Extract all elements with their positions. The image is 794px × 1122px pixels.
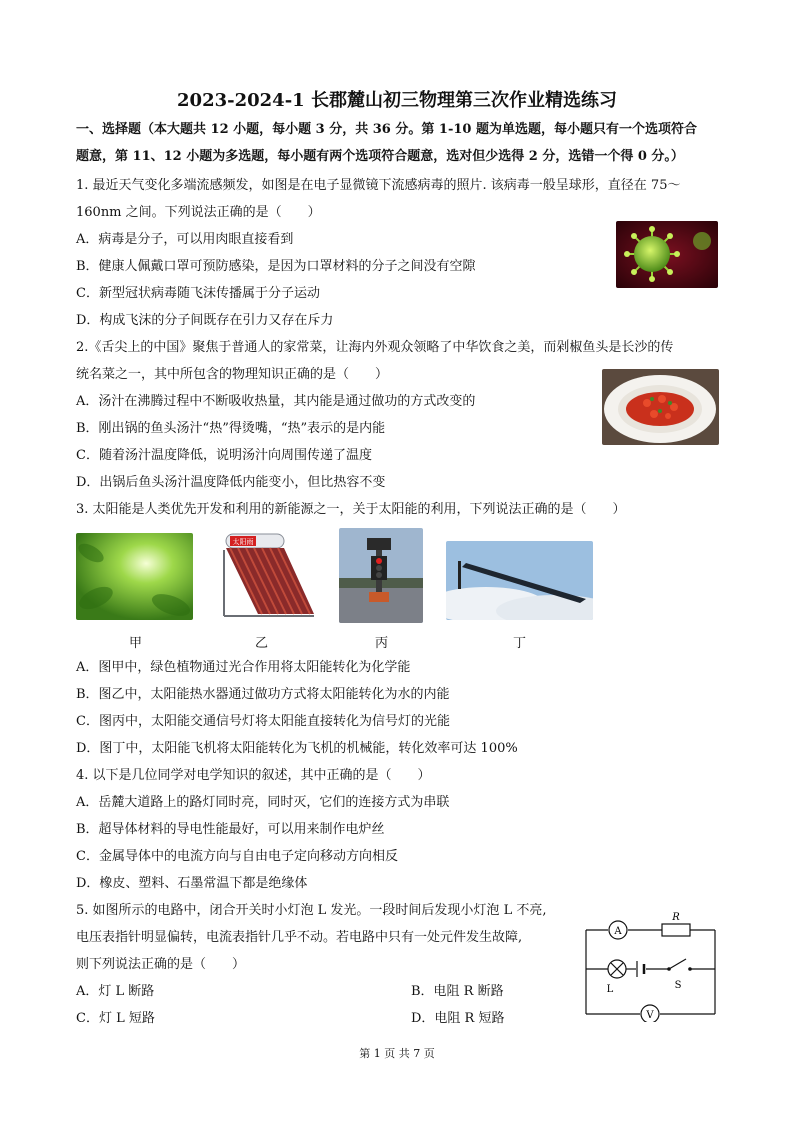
switch-label: S <box>674 980 682 991</box>
caption-ding: 丁 <box>513 636 527 651</box>
circuit-diagram <box>580 910 720 1022</box>
q4-option-c: C．金属导体中的电流方向与自由电子定向移动方向相反 <box>76 849 398 864</box>
section-instructions-line2: 题意，第 11、12 小题为多选题，每小题有两个选项符合题意，选对但少选得 2 分，选错一个得 0 分。） <box>76 149 684 164</box>
green-leaves-photo <box>76 533 193 620</box>
battery-symbol <box>637 961 644 977</box>
q5-stem-line3: 则下列说法正确的是（ ） <box>76 957 246 972</box>
q5-option-d: D．电阻 R 短路 <box>411 1011 505 1026</box>
q4-option-d: D．橡皮、塑料、石墨常温下都是绝缘体 <box>76 876 308 891</box>
page-title: 2023-2024-1 长郡麓山初三物理第三次作业精选练习 <box>177 90 617 111</box>
q3-option-d: D．图丁中，太阳能飞机将太阳能转化为飞机的机械能，转化效率可达 100% <box>76 741 518 756</box>
caption-jia: 甲 <box>129 636 143 651</box>
switch-symbol <box>667 959 692 971</box>
q1-option-b: B．健康人佩戴口罩可预防感染，是因为口罩材料的分子之间没有空隙 <box>76 259 476 274</box>
q2-option-b: B．刚出锅的鱼头汤汁“热”得烫嘴，“热”表示的是内能 <box>76 421 386 436</box>
q1-stem-line2: 160nm 之间。下列说法正确的是（ ） <box>76 205 321 220</box>
ammeter-symbol <box>609 921 627 939</box>
q3-option-c: C．图丙中，太阳能交通信号灯将太阳能直接转化为信号灯的光能 <box>76 714 450 729</box>
ammeter-label: A <box>614 926 622 937</box>
q5-option-c: C．灯 L 短路 <box>76 1011 155 1026</box>
q1-stem-line1: 1. 最近天气变化多端流感频发，如图是在电子显微镜下流感病毒的照片. 该病毒一般呈球形，直径在 75～ <box>76 178 681 193</box>
q2-option-c: C．随着汤汁温度降低，说明汤汁向周围传递了温度 <box>76 448 372 463</box>
q5-stem-line1: 5. 如图所示的电路中，闭合开关时小灯泡 L 发光。一段时间后发现小灯泡 L 不亮, <box>76 903 547 918</box>
q5-option-b: B．电阻 R 断路 <box>411 984 504 999</box>
caption-bing: 丙 <box>375 636 389 651</box>
q2-stem-line1: 2.《舌尖上的中国》聚焦于普通人的家常菜，让海内外观众领略了中华饮食之美，而剁椒鱼头是长沙的传 <box>76 340 674 355</box>
q4-option-b: B．超导体材料的导电性能最好，可以用来制作电炉丝 <box>76 822 385 837</box>
voltmeter-symbol <box>641 1005 659 1022</box>
lamp-label: L <box>606 984 614 995</box>
q2-option-d: D．出锅后鱼头汤汁温度降低内能变小，但比热容不变 <box>76 475 386 490</box>
heater-brand-label: 太阳雨 <box>232 538 254 546</box>
solar-traffic-light-photo <box>339 528 423 623</box>
q1-option-d: D．构成飞沫的分子间既存在引力又存在斥力 <box>76 313 334 328</box>
q1-option-c: C．新型冠状病毒随飞沫传播属于分子运动 <box>76 286 320 301</box>
q5-option-a: A．灯 L 断路 <box>76 984 155 999</box>
voltmeter-label: V <box>646 1010 654 1021</box>
section-instructions-line1: 一、选择题（本大题共 12 小题，每小题 3 分，共 36 分。第 1-10 题为单选题，每小题只有一个选项符合 <box>76 122 697 137</box>
q1-option-a: A．病毒是分子，可以用肉眼直接看到 <box>76 232 294 247</box>
resistor-label: R <box>672 912 680 923</box>
q2-option-a: A．汤汁在沸腾过程中不断吸收热量，其内能是通过做功的方式改变的 <box>76 394 476 409</box>
virus-photo <box>616 221 718 288</box>
q2-stem-line2: 统名菜之一，其中所包含的物理知识正确的是（ ） <box>76 367 389 382</box>
fish-head-dish-photo <box>602 369 719 445</box>
solar-airplane-photo <box>446 541 593 620</box>
caption-yi: 乙 <box>255 636 269 651</box>
q4-option-a: A．岳麓大道路上的路灯同时亮，同时灭，它们的连接方式为串联 <box>76 795 450 810</box>
solar-water-heater-photo <box>210 530 318 622</box>
q3-option-a: A．图甲中，绿色植物通过光合作用将太阳能转化为化学能 <box>76 660 411 675</box>
page-footer: 第 1 页 共 7 页 <box>359 1047 435 1060</box>
resistor-symbol <box>662 924 690 936</box>
q4-stem: 4. 以下是几位同学对电学知识的叙述，其中正确的是（ ） <box>76 768 431 783</box>
q3-option-b: B．图乙中，太阳能热水器通过做功方式将太阳能转化为水的内能 <box>76 687 450 702</box>
lamp-symbol <box>608 960 626 978</box>
q5-stem-line2: 电压表指针明显偏转，电流表指针几乎不动。若电路中只有一处元件发生故障, <box>76 930 523 945</box>
q3-stem: 3. 太阳能是人类优先开发和利用的新能源之一，关于太阳能的利用，下列说法正确的是（ ） <box>76 502 626 517</box>
